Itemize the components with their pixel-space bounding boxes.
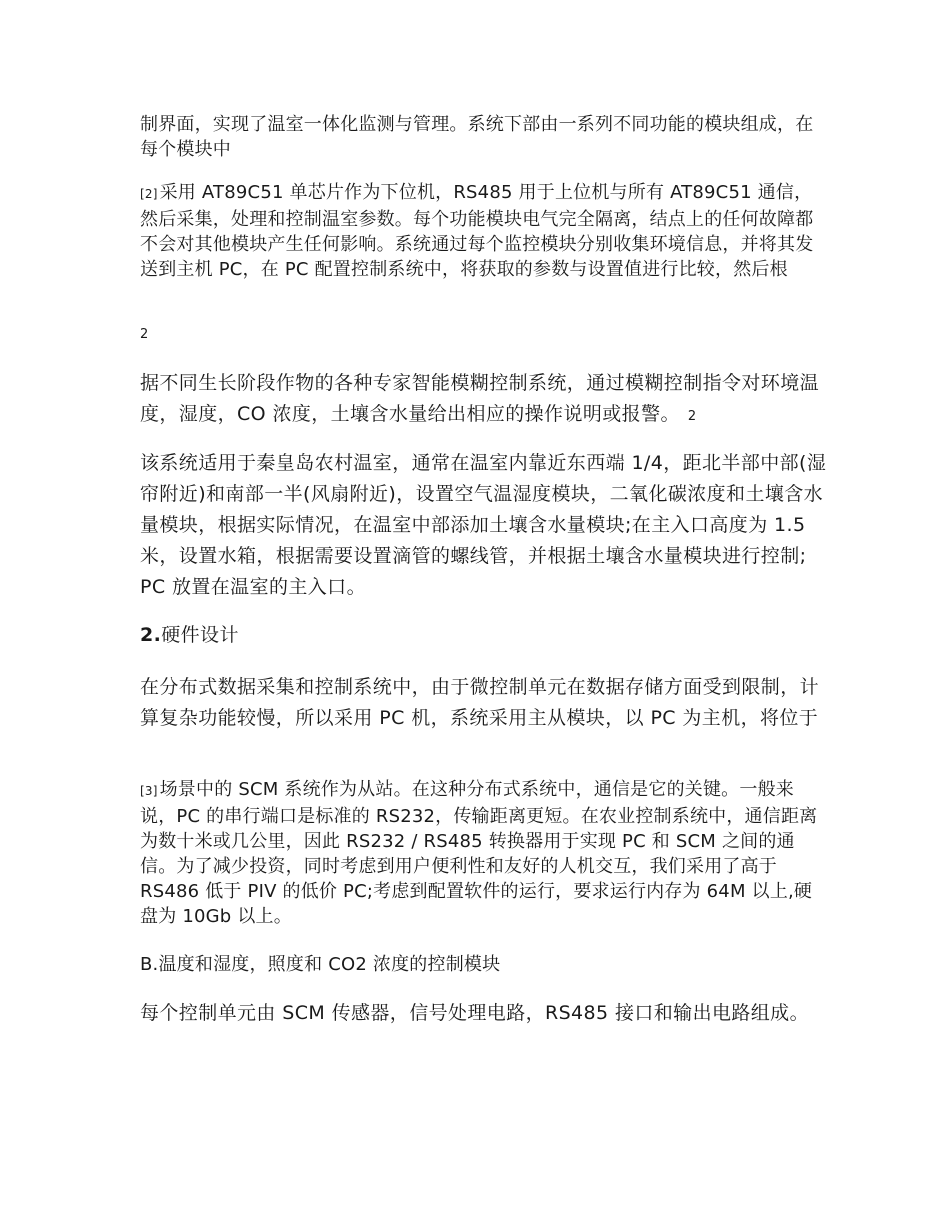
paragraph-4-text: 该系统适用于秦皇岛农村温室，通常在温室内靠近东西端 1/4，距北半部中部(湿帘附近)和南部一半(风扇附近)，设置空气温湿度模块，二氧化碳浓度和土壤含水量模块，根据实际情况，在温室中部添加土壤含水量模块;在主入口高度为 1.5 米，设置水箱，根据需要设置滴管的螺线管，并根据土壤含水量模块进行控制; PC 放置在温室的主入口。 <box>140 452 827 598</box>
paragraph-3-text: 据不同生长阶段作物的各种专家智能模糊控制系统，通过模糊控制指令对环境温度，湿度，CO 浓度，土壤含水量给出相应的操作说明或报警。 <box>140 372 820 425</box>
paragraph-7-text: 每个控制单元由 SCM 传感器，信号处理电路，RS485 接口和输出电路组成。 <box>140 1002 809 1024</box>
paragraph-7 <box>140 998 830 1029</box>
paragraph-4 <box>140 448 830 603</box>
paragraph-2-text: 采用 AT89C51 单芯片作为下位机，RS485 用于上位机与所有 AT89C51 通信，然后采集，处理和控制温室参数。每个功能模块电气完全隔离，结点上的任何故障都不会对其他模块产生任何影响。系统通过每个监控模块分别收集环境信息，并将其发送到主机 PC，在 PC 配置控制系统中，将获取的参数与设置值进行比较，然后根 <box>140 182 814 280</box>
paragraph-3 <box>140 368 830 432</box>
subheading-control-module <box>140 952 830 977</box>
citation-ref-2: [2] <box>140 187 158 201</box>
paragraph-1 <box>140 112 830 162</box>
footnote-text: 2 <box>140 327 149 342</box>
paragraph-2 <box>140 180 830 282</box>
citation-ref-3: [3] <box>140 784 158 798</box>
paragraph-1-text: 制界面，实现了温室一体化监测与管理。系统下部由一系列不同功能的模块组成，在每个模块中 <box>140 114 814 160</box>
paragraph-5-text: 在分布式数据采集和控制系统中，由于微控制单元在数据存储方面受到限制，计算复杂功能较慢，所以采用 PC 机，系统采用主从模块，以 PC 为主机，将位于 <box>140 676 820 729</box>
heading-number: 2. <box>140 624 162 646</box>
paragraph-6 <box>140 777 830 929</box>
subheading-text: B.温度和湿度，照度和 CO2 浓度的控制模块 <box>140 954 501 975</box>
section-heading-hardware <box>140 620 830 651</box>
heading-text: 硬件设计 <box>161 624 239 646</box>
paragraph-3-tail: 2 <box>687 409 697 424</box>
footnote-number <box>140 327 830 342</box>
paragraph-5 <box>140 672 830 734</box>
paragraph-6-text: 场景中的 SCM 系统作为从站。在这种分布式系统中，通信是它的关键。一般来说，PC 的串行端口是标准的 RS232，传输距离更短。在农业控制系统中，通信距离为数十米或几公里，因此 RS232 / RS485 转换器用于实现 PC 和 SCM 之间的通信。为了减少投资，同时考虑到用户便利性和友好的人机交互，我们采用了高于 RS486 低于 PIV 的低价 PC;考虑到配置软件的运行，要求运行内存为 64M 以上,硬盘为 10Gb 以上。 <box>140 779 818 927</box>
